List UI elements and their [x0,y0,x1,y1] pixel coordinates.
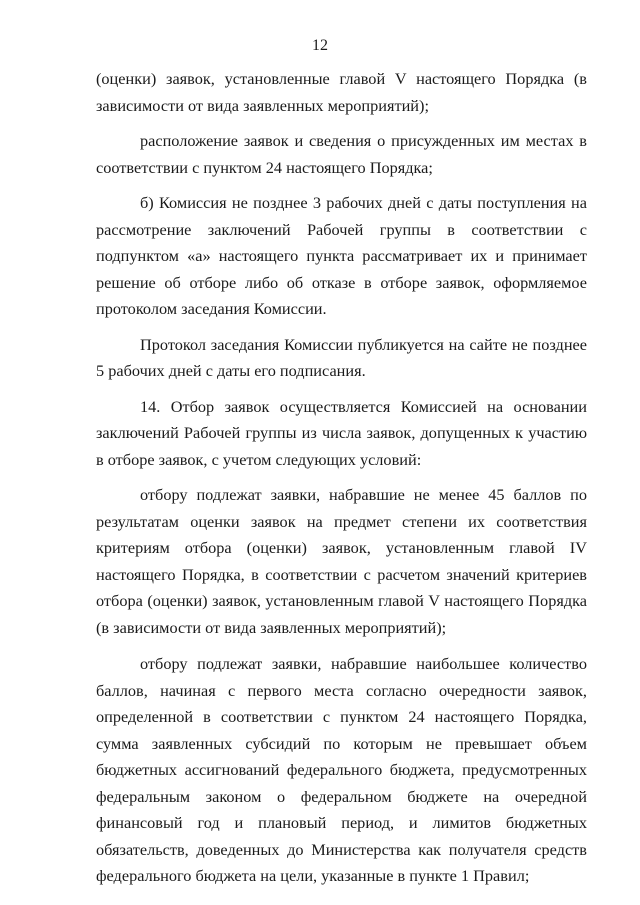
paragraph-highest-score: отбору подлежат заявки, набравшие наибольшее количество баллов, начиная с первого места согласно очередности заявок, определенной в соответствии с пунктом 24 настоящего Порядка, сумма заявленных субсидий по которым не превышает объем бюджетных ассигнований федерального бюджета, предусмотренных федеральным законом о федеральном бюджете на очередной финансовый год и плановый период, и лимитов бюджетных обязательств, доведенных до Министерства как получателя средств федерального бюджета на цели, указанные в пункте 1 Правил; [96,654,587,885]
paragraph-min-score: отбору подлежат заявки, набравшие не менее 45 баллов по результатам оценки заявок на предмет степени их соответствия критериям отбора (оценки) заявок, установленным главой IV настоящего Порядка, в соответствии с расчетом значений критериев отбора (оценки) заявок, установленным главой V настоящего Порядка (в зависимости от вида заявленных мероприятий); [96,485,587,637]
paragraph-commission-decision: б) Комиссия не позднее 3 рабочих дней с даты поступления на рассмотрение заключений Рабочей группы в соответствии с подпунктом «а» настоящего пункта рассматривает их и принимает решение об отборе либо об отказе в отборе заявок, оформляемое протоколом заседания Комиссии. [96,193,587,318]
document-body [96,66,587,890]
paragraph-placement: расположение заявок и сведения о присужденных им местах в соответствии с пунктом 24 настоящего Порядка; [96,131,587,177]
paragraph-criteria-continuation: (оценки) заявок, установленные главой V настоящего Порядка (в зависимости от вида заявленных мероприятий); [96,69,587,115]
paragraph-protocol-publication: Протокол заседания Комиссии публикуется на сайте не позднее 5 рабочих дней с даты его подписания. [96,334,587,380]
paragraph-item-14: 14. Отбор заявок осуществляется Комиссией на основании заключений Рабочей группы из числа заявок, допущенных к участию в отборе заявок, с учетом следующих условий: [96,396,587,469]
page-number: 12 [312,37,328,54]
